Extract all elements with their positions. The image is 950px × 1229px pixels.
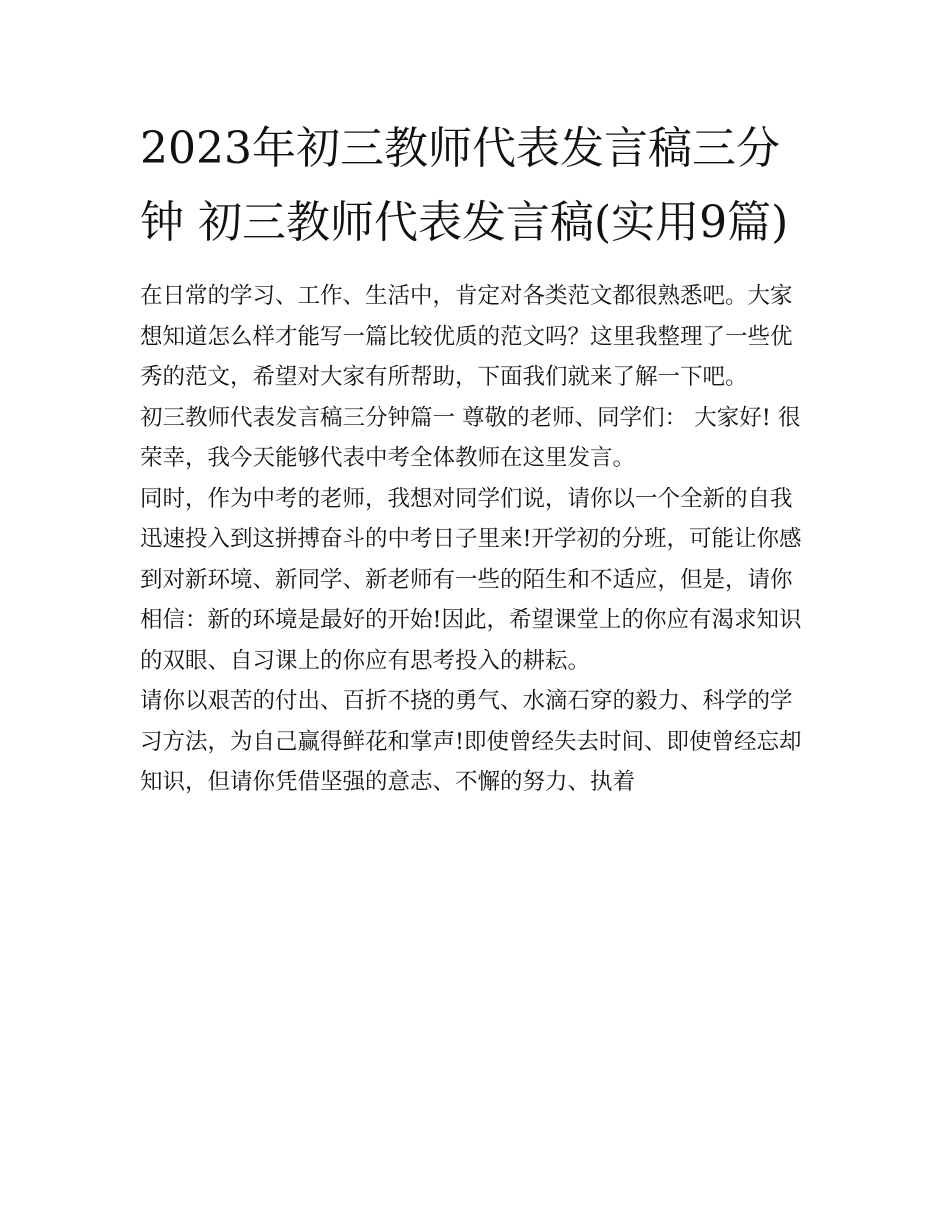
paragraph-greeting: 初三教师代表发言稿三分钟篇一 尊敬的老师、同学们： 大家好! 很荣幸，我今天能够代表中考全体教师在这里发言。: [140, 404, 801, 471]
document-title: 2023年初三教师代表发言稿三分钟 初三教师代表发言稿(实用9篇): [140, 123, 789, 248]
paragraph-encouragement: 请你以艰苦的付出、百折不挠的勇气、水滴石穿的毅力、科学的学习方法，为自己赢得鲜花和掌声!即使曾经失去时间、即使曾经忘却知识，但请你凭借坚强的意志、不懈的努力、执着: [140, 688, 802, 795]
paragraph-new-start: 同时，作为中考的老师，我想对同学们说，请你以一个全新的自我迅速投入到这拼搏奋斗的中考日子里来!开学初的分班，可能让你感到对新环境、新同学、新老师有一些的陌生和不适应，但是，请你相信：新的环境是最好的开始!因此，希望课堂上的你应有渴求知识的双眼、自习课上的你应有思考投入的耕耘。: [140, 485, 802, 674]
document-body: [140, 112, 812, 803]
paragraph-intro: 在日常的学习、工作、生活中，肯定对各类范文都很熟悉吧。大家想知道怎么样才能写一篇比较优质的范文吗？这里我整理了一些优秀的范文，希望对大家有所帮助，下面我们就来了解一下吧。: [140, 283, 793, 390]
